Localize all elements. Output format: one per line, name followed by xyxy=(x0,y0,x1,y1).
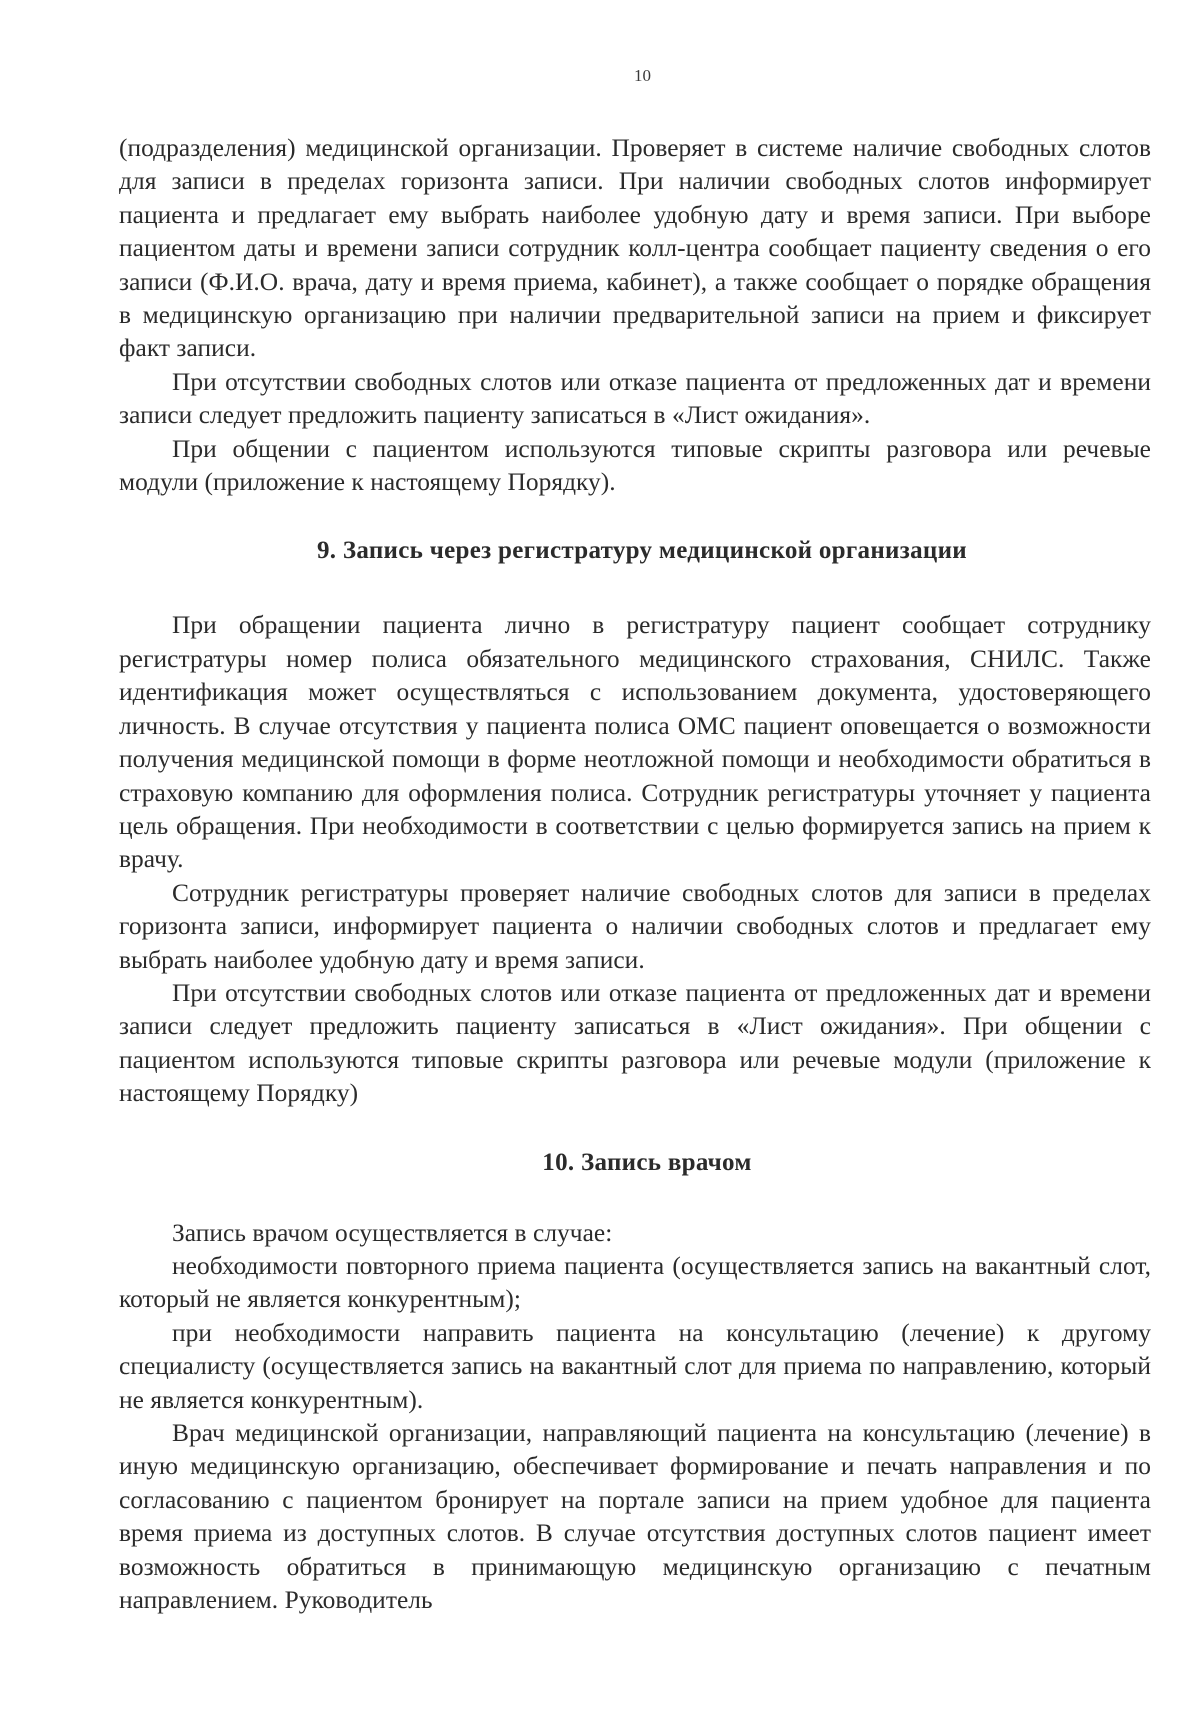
section-10-paragraph-1: Запись врачом осуществляется в случае: xyxy=(172,1218,613,1247)
intro-paragraph-2: При отсутствии свободных слотов или отказе пациента от предложенных дат и времени записи следует предложить пациенту записаться в «Лист ожидания». xyxy=(119,367,1151,430)
page-number: 10 xyxy=(634,66,651,85)
section-10-paragraph-2: необходимости повторного приема пациента (осуществляется запись на вакантный слот, который не является конкурентным); xyxy=(119,1251,1151,1314)
section-9-paragraph-2: Сотрудник регистратуры проверяет наличие свободных слотов для записи в пределах горизонта записи, информирует пациента о наличии свободных слотов и предлагает ему выбрать наиболее удобную дату и время записи. xyxy=(119,878,1151,974)
section-10-heading: 10. Запись врачом xyxy=(542,1148,752,1176)
intro-paragraph-3: При общении с пациентом используются типовые скрипты разговора или речевые модули (приложение к настоящему Порядку). xyxy=(119,434,1151,497)
section-10-paragraph-4: Врач медицинской организации, направляющий пациента на консультацию (лечение) в иную медицинскую организацию, обеспечивает формирование и печать направления и по согласованию с пациентом бронирует на портале записи на прием удобное для пациента время приема из доступных слотов. В случае отсутствия доступных слотов пациент имеет возможность обратиться в принимающую медицинскую организацию с печатным направлением. Руководитель xyxy=(119,1419,1151,1615)
section-9-paragraph-1: При обращении пациента лично в регистратуру пациент сообщает сотруднику регистратуры номер полиса обязательного медицинского страхования, СНИЛС. Также идентификация может осуществляться с использованием документа, удостоверяющего личность. В случае отсутствия у пациента полиса ОМС пациент оповещается о возможности получения медицинской помощи в форме неотложной помощи и необходимости обратиться в страховую компанию для оформления полиса. Сотрудник регистратуры уточняет у пациента цель обращения. При необходимости в соответствии с целью формируется запись на прием к врачу. xyxy=(119,611,1151,874)
section-9-paragraph-3: При отсутствии свободных слотов или отказе пациента от предложенных дат и времени записи следует предложить пациенту записаться в «Лист ожидания». При общении с пациентом используются типовые скрипты разговора или речевые модули (приложение к настоящему Порядку) xyxy=(119,978,1151,1108)
section-10-paragraph-3: при необходимости направить пациента на консультацию (лечение) к другому специалисту (осуществляется запись на вакантный слот для приема по направлению, который не является конкурентным). xyxy=(119,1318,1151,1414)
section-9-heading: 9. Запись через регистратуру медицинской организации xyxy=(316,537,967,565)
intro-paragraph-1: (подразделения) медицинской организации. Проверяет в системе наличие свободных слотов для записи в пределах горизонта записи. При наличии свободных слотов информирует пациента и предлагает ему выбрать наиболее удобную дату и время записи. При выборе пациентом даты и времени записи сотрудник колл-центра сообщает пациенту сведения о его записи (Ф.И.О. врача, дату и время приема, кабинет), а также сообщает о порядке обращения в медицинскую организацию при наличии предварительной записи на прием и фиксирует факт записи. xyxy=(119,134,1151,363)
